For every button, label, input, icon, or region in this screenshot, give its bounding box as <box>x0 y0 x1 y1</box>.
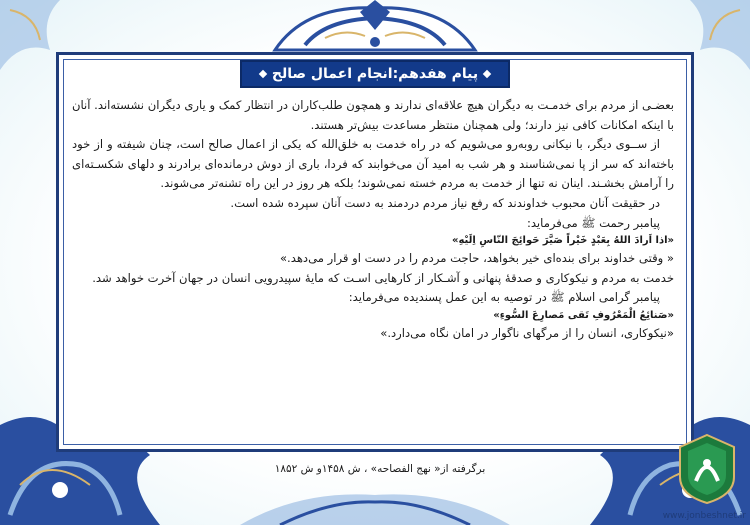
top-ornament <box>265 0 485 60</box>
page-title: پیام هفدهم:انجام اعمال صالح <box>271 66 479 82</box>
hadith-arabic-2: «صَنائِعُ الْمَعْرُوفِ تَقى مَصارِعَ السُّوءِ» <box>493 309 674 321</box>
title-diamond-icon <box>259 70 267 78</box>
paragraph-prophet-says-2: پیامبر گرامی اسلام ﷺ در توصیه به این عمل پسندیده می‌فرماید: <box>348 290 660 305</box>
website-url[interactable]: www.jonbeshnet.ir <box>662 511 746 521</box>
message-body <box>72 96 674 344</box>
hadith-translation-2: «نیکوکاری، انسان را از مرگهای ناگوار در امان نگاه می‌دارد.» <box>380 325 674 340</box>
title-diamond-icon <box>483 70 491 78</box>
paragraph-service: خدمت به مردم و نیکوکاری و صدقۀ پنهانی و آشـکار از کارهایی اسـت که مایۀ سپیدرویی انسان در جهان آخرت خواهد شد. <box>92 270 674 285</box>
jonbesh-logo-icon <box>676 433 738 505</box>
hadith-translation-1: « وقتی خداوند برای بنده‌ای خیر بخواهد، حاجت مردم را در دست او قرار می‌دهد.» <box>279 251 674 266</box>
source-citation: برگرفته از« نهج الفصاحه» ، ش ۱۴۵۸و ش ۱۸۵۲ <box>274 463 486 475</box>
hadith-arabic-1: «اذا اَرادَ اللهُ بِعَبْدٍ خَيْراً صَيَّرَ حَوائِجَ النّاسِ اِلَيْهِ» <box>451 235 674 247</box>
paragraph-good-people: از ســوی دیگر، با نیکانی روبه‌رو می‌شویم که در راه خدمت به خلق‌الله که یکی از اعمال صالح است، چنان شیفته و از خود باخته‌اند که سر از پا نمی‌شناسند و هر شب به امید آن می‌خوابند که فردا، باری از دوش درمانده‌ای برادرند و دلهای شکسـته‌ای را آرامش بخشـند. اینان نه تنها از خدمت به مردم خسته نمی‌شوند؛ بلکه هر روز در این راه تشنه‌تر می‌شوند. <box>72 137 674 191</box>
title-banner <box>240 60 510 88</box>
paragraph-intro: بعضـی از مردم برای خدمـت به دیگران هیچ علاقه‌ای ندارند و همچون طلب‌کاران در انتظار کمک و یاری دیگران نشسته‌اند. آنان با اینکه امکانات کافی نیز دارند؛ ولی همچنان منتظر مساعدت بیش‌تر هستند. <box>72 98 674 132</box>
paragraph-beloved: در حقیقت آنان محبوب خداوندند که رفع نیاز مردم دردمند به دست آنان سپرده شده است. <box>230 195 660 210</box>
bottom-center-ornament <box>240 480 510 525</box>
paragraph-prophet-says-1: پیامبر رحمت ﷺ می‌فرماید: <box>526 215 660 230</box>
